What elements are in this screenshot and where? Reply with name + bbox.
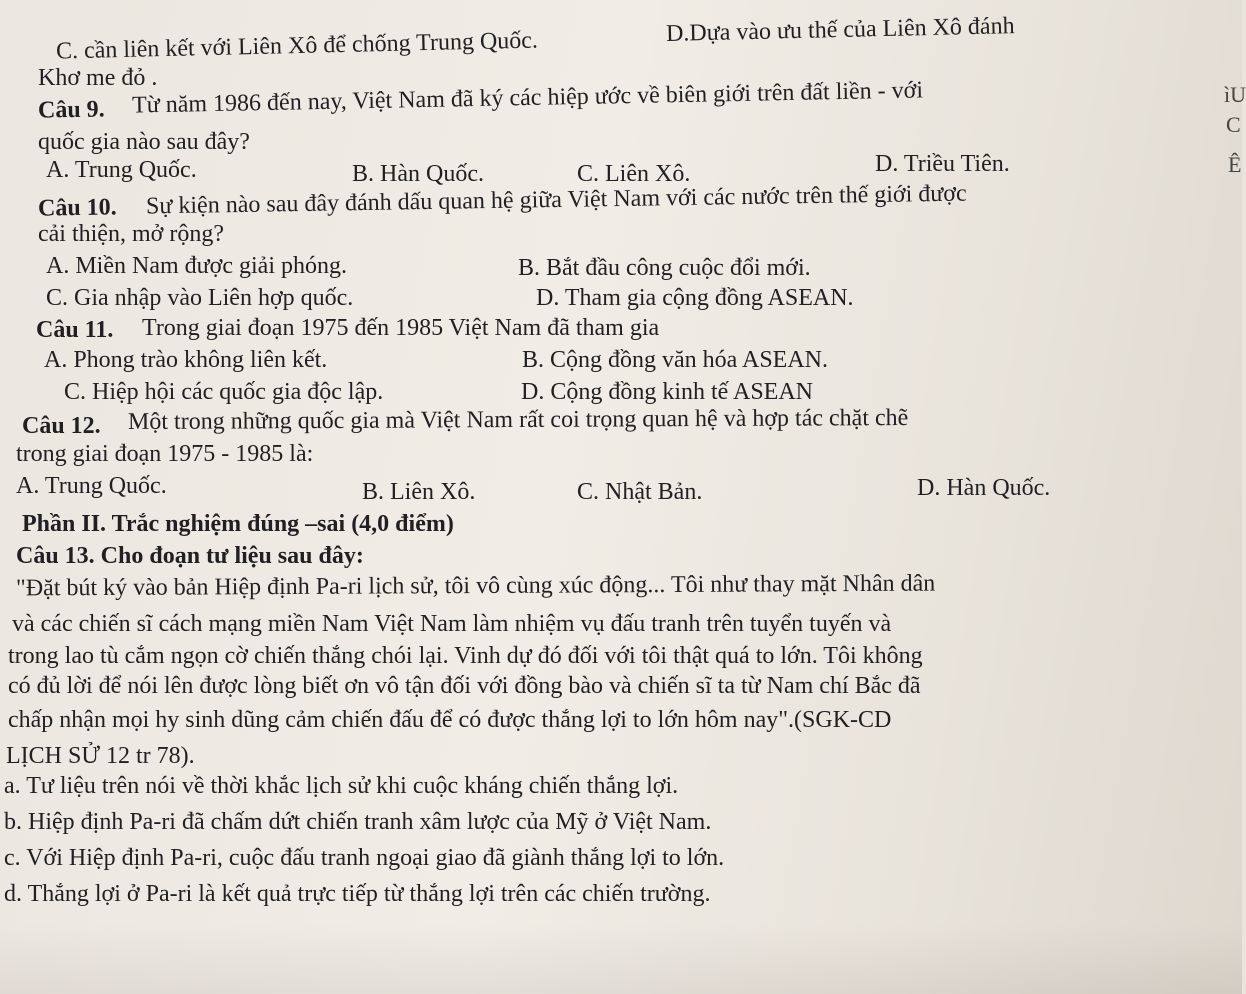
quote-line-4: có đủ lời để nói lên được lòng biết ơn vô tận đối với đồng bào và chiến sĩ ta từ Nam chí Bắc đã <box>8 673 921 699</box>
q10-text: Sự kiện nào sau đây đánh dấu quan hệ giữa Việt Nam với các nước trên thế giới được <box>145 180 967 220</box>
q10-option-a: A. Miền Nam được giải phóng. <box>46 253 347 279</box>
q12-option-b: B. Liên Xô. <box>362 479 476 505</box>
q12-option-d: D. Hàn Quốc. <box>917 475 1051 501</box>
q10-label: Câu 10. <box>37 194 117 222</box>
page-bottom-shadow <box>0 924 1242 994</box>
q8-option-d-continued: Khơ me đỏ . <box>38 65 158 91</box>
quote-source: LỊCH SỬ 12 tr 78). <box>6 743 195 769</box>
q12-text-continued: trong giai đoạn 1975 - 1985 là: <box>16 441 314 467</box>
q10-text-continued: cải thiện, mở rộng? <box>38 221 224 247</box>
q12-option-c: C. Nhật Bản. <box>577 479 703 505</box>
quote-line-1: "Đặt bút ký vào bản Hiệp định Pa-ri lịch sử, tôi vô cùng xúc động... Tôi như thay mặt Nhân dân <box>15 570 936 602</box>
statement-d: d. Thắng lợi ở Pa-ri là kết quả trực tiếp từ thắng lợi trên các chiến trường. <box>4 881 711 907</box>
q8-option-c: C. cần liên kết với Liên Xô để chống Trung Quốc. <box>55 27 539 65</box>
quote-line-5: chấp nhận mọi hy sinh dũng cảm chiến đấu để có được thắng lợi to lớn hôm nay".(SGK-CD <box>8 707 892 733</box>
q9-text: Từ năm 1986 đến nay, Việt Nam đã ký các hiệp ước về biên giới trên đất liền - với <box>131 77 924 119</box>
q11-text: Trong giai đoạn 1975 đến 1985 Việt Nam đã tham gia <box>142 315 660 341</box>
q11-option-b: B. Cộng đồng văn hóa ASEAN. <box>522 347 828 373</box>
q10-option-b: B. Bắt đầu công cuộc đổi mới. <box>518 255 811 281</box>
q10-option-d: D. Tham gia cộng đồng ASEAN. <box>536 285 854 311</box>
q12-text: Một trong những quốc gia mà Việt Nam rất coi trọng quan hệ và hợp tác chặt chẽ <box>127 404 909 436</box>
q13-heading: Câu 13. Cho đoạn tư liệu sau đây: <box>16 543 364 569</box>
quote-line-3: trong lao tù cắm ngọn cờ chiến thắng chói lại. Vinh dự đó đối với tôi thật quá to lớn. Tôi không <box>8 643 923 669</box>
statement-a: a. Tư liệu trên nói về thời khắc lịch sử khi cuộc kháng chiến thắng lợi. <box>4 773 679 799</box>
q9-option-c: C. Liên Xô. <box>577 161 691 187</box>
edge-fragment-2: C <box>1226 112 1241 137</box>
quote-line-2: và các chiến sĩ cách mạng miền Nam Việt Nam làm nhiệm vụ đấu tranh trên tuyển tuyến và <box>12 611 892 637</box>
q11-option-a: A. Phong trào không liên kết. <box>44 347 328 373</box>
q10-option-c: C. Gia nhập vào Liên hợp quốc. <box>46 285 354 311</box>
q11-option-d: D. Cộng đồng kinh tế ASEAN <box>521 379 814 405</box>
q9-label: Câu 9. <box>37 96 105 124</box>
statement-c: c. Với Hiệp định Pa-ri, cuộc đấu tranh ngoại giao đã giành thắng lợi to lớn. <box>4 845 725 871</box>
q9-text-continued: quốc gia nào sau đây? <box>38 129 250 155</box>
section-heading: Phần II. Trắc nghiệm đúng –sai (4,0 điểm) <box>22 511 454 537</box>
q11-option-c: C. Hiệp hội các quốc gia độc lập. <box>64 379 384 405</box>
statement-b: b. Hiệp định Pa-ri đã chấm dứt chiến tranh xâm lược của Mỹ ở Việt Nam. <box>4 809 712 835</box>
q9-option-b: B. Hàn Quốc. <box>352 161 484 187</box>
q11-label: Câu 11. <box>36 317 114 343</box>
q8-option-d: D.Dựa vào ưu thế của Liên Xô đánh <box>665 13 1015 47</box>
q9-option-a: A. Trung Quốc. <box>46 157 197 183</box>
q9-option-d: D. Triều Tiên. <box>875 151 1010 177</box>
edge-fragment-3: Ê <box>1228 152 1242 177</box>
edge-fragment-1: ìU <box>1224 82 1246 107</box>
q12-label: Câu 12. <box>22 413 101 439</box>
q12-option-a: A. Trung Quốc. <box>16 473 167 499</box>
